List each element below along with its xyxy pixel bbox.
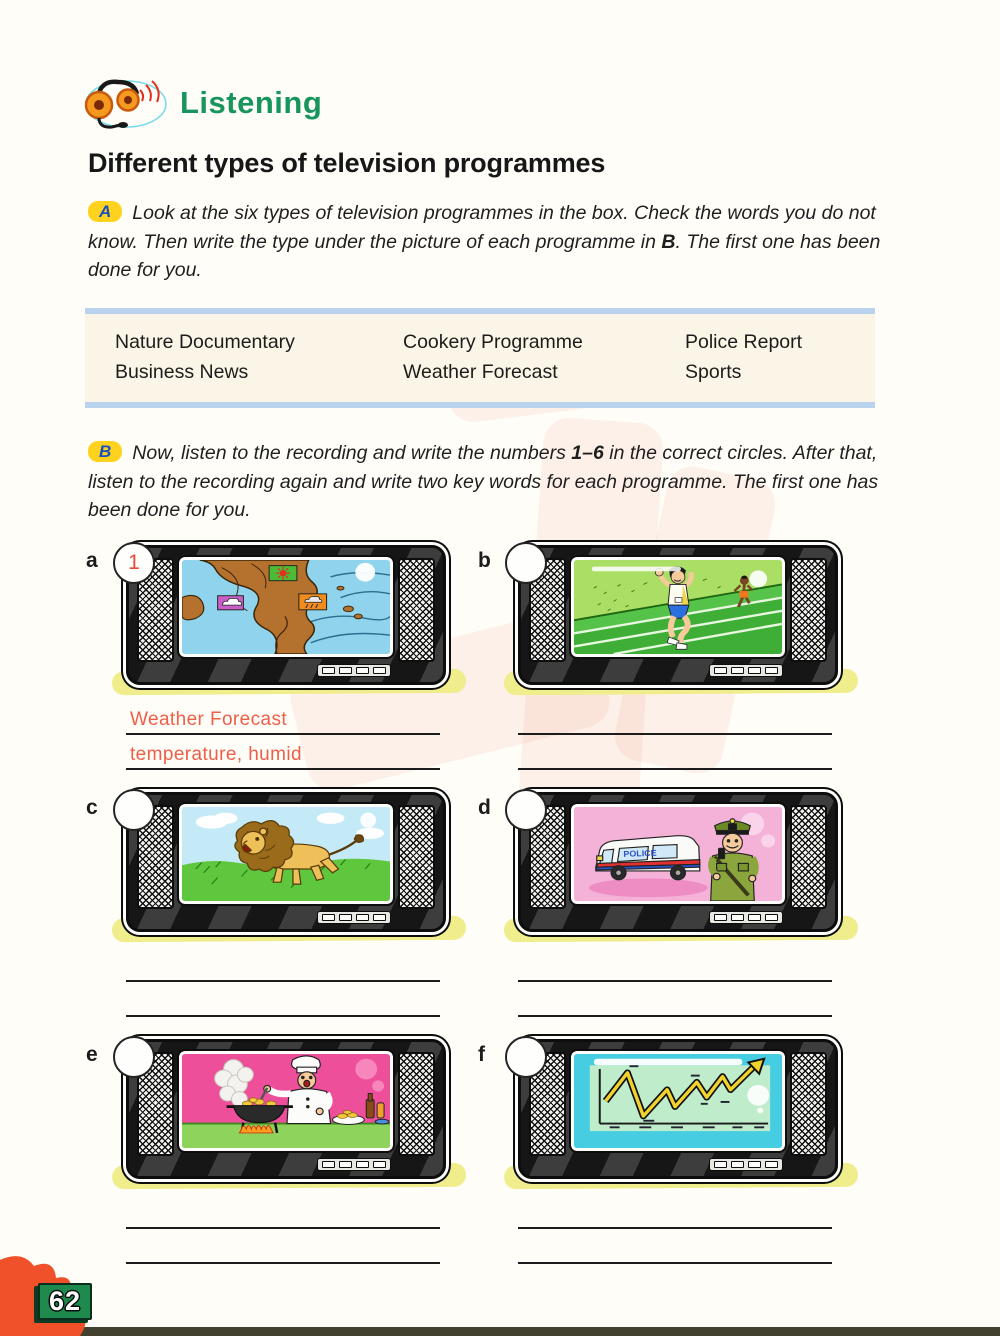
answer-lines [126, 1194, 440, 1264]
tv-speaker-grille [398, 1052, 435, 1156]
tv-item-e [86, 1039, 478, 1286]
word-box [85, 308, 875, 408]
tv-control-buttons [317, 911, 391, 924]
answer-circle [113, 1036, 155, 1078]
word-item: Business News [115, 361, 249, 383]
word-item: Cookery Programme [403, 331, 583, 353]
answer-lines [518, 700, 832, 770]
answer-line-1 [518, 1194, 832, 1229]
answer-circle [113, 789, 155, 831]
tv-item-f [478, 1039, 870, 1286]
tv-speaker-grille [790, 558, 827, 662]
police-officer-van-illustration [571, 804, 785, 904]
answer-line-2 [126, 982, 440, 1017]
word-box-column [403, 327, 685, 387]
instruction-text: Look at the six types of television programmes in the box. Check the words you do not know. Then write the type under the picture of each programme in [88, 202, 876, 253]
answer-line-2 [518, 735, 832, 770]
answer-circle [505, 789, 547, 831]
exercise-a-badge: A [88, 201, 122, 222]
tv-item-label: b [478, 549, 491, 572]
section-label: Listening [180, 85, 323, 120]
word-item: Weather Forecast [403, 361, 558, 383]
tv-control-buttons [317, 1158, 391, 1171]
tv-control-buttons [317, 664, 391, 677]
answer-lines [518, 1194, 832, 1264]
exercise-b-badge: B [88, 441, 122, 462]
answer-circle [505, 1036, 547, 1078]
page-bottom-edge [0, 1327, 1000, 1336]
tv-control-buttons [709, 1158, 783, 1171]
answer-lines [126, 700, 440, 770]
chef-cooking-illustration [179, 1051, 393, 1151]
weather-map-illustration [179, 557, 393, 657]
page-number: 62 [49, 1286, 82, 1316]
tv-control-buttons [709, 664, 783, 677]
word-box-column [115, 327, 403, 387]
word-box-column [685, 327, 802, 387]
circle-number: 1 [128, 551, 140, 574]
answer-lines [518, 947, 832, 1017]
lion-wildlife-illustration [179, 804, 393, 904]
tv-item-label: a [86, 549, 98, 572]
answer-lines [126, 947, 440, 1017]
word-item: Police Report [685, 331, 803, 353]
tv-set [126, 792, 446, 932]
answer-line-1 [126, 700, 440, 735]
tv-item-label: c [86, 796, 98, 819]
answer-line-2 [126, 735, 440, 770]
tv-control-buttons [709, 911, 783, 924]
tv-item-a [86, 545, 478, 792]
tv-speaker-grille [398, 805, 435, 909]
page-title: Different types of television programmes [88, 148, 606, 178]
handwritten-answer: Weather Forecast [130, 709, 288, 730]
answer-line-1 [126, 947, 440, 982]
answer-line-1 [518, 700, 832, 735]
tv-set [518, 792, 838, 932]
answer-line-2 [126, 1229, 440, 1264]
tv-item-d [478, 792, 870, 1039]
instruction-text: in the correct circles. After that, listen to the recording again and write two key words for each programme. The first one has been done for you. [88, 442, 879, 522]
tv-item-label: f [478, 1043, 485, 1066]
instruction-text: Now, listen to the recording and write the numbers [132, 442, 572, 464]
instruction-text: . The first one has been done for you. [88, 230, 881, 282]
answer-circle [113, 542, 155, 584]
instruction-bold: 1–6 [571, 442, 604, 464]
answer-line-1 [126, 1194, 440, 1229]
tv-speaker-grille [790, 805, 827, 909]
tv-set [518, 545, 838, 685]
answer-line-2 [518, 982, 832, 1017]
tv-item-b [478, 545, 870, 792]
answer-line-2 [518, 1229, 832, 1264]
section-header [84, 72, 322, 134]
exercise-a-instructions [88, 199, 916, 285]
tv-set [518, 1039, 838, 1179]
rising-line-graph-illustration [571, 1051, 785, 1151]
tv-set [126, 1039, 446, 1179]
word-item: Nature Documentary [115, 331, 295, 353]
page-number-badge [38, 1283, 92, 1320]
tv-item-c [86, 792, 478, 1039]
tv-set [126, 545, 446, 685]
answer-line-1 [518, 947, 832, 982]
tv-grid [86, 545, 870, 1286]
police-van-text: POLICE [623, 847, 657, 859]
athletics-race-illustration [571, 557, 785, 657]
tv-item-label: e [86, 1043, 98, 1066]
handwritten-answer: temperature, humid [130, 744, 302, 765]
tv-item-label: d [478, 796, 491, 819]
instruction-bold: B [661, 230, 676, 253]
tv-speaker-grille [790, 1052, 827, 1156]
answer-circle [505, 542, 547, 584]
headphones-icon [84, 72, 170, 134]
word-item: Sports [685, 361, 742, 383]
exercise-b-instructions [88, 439, 916, 525]
tv-speaker-grille [398, 558, 435, 662]
